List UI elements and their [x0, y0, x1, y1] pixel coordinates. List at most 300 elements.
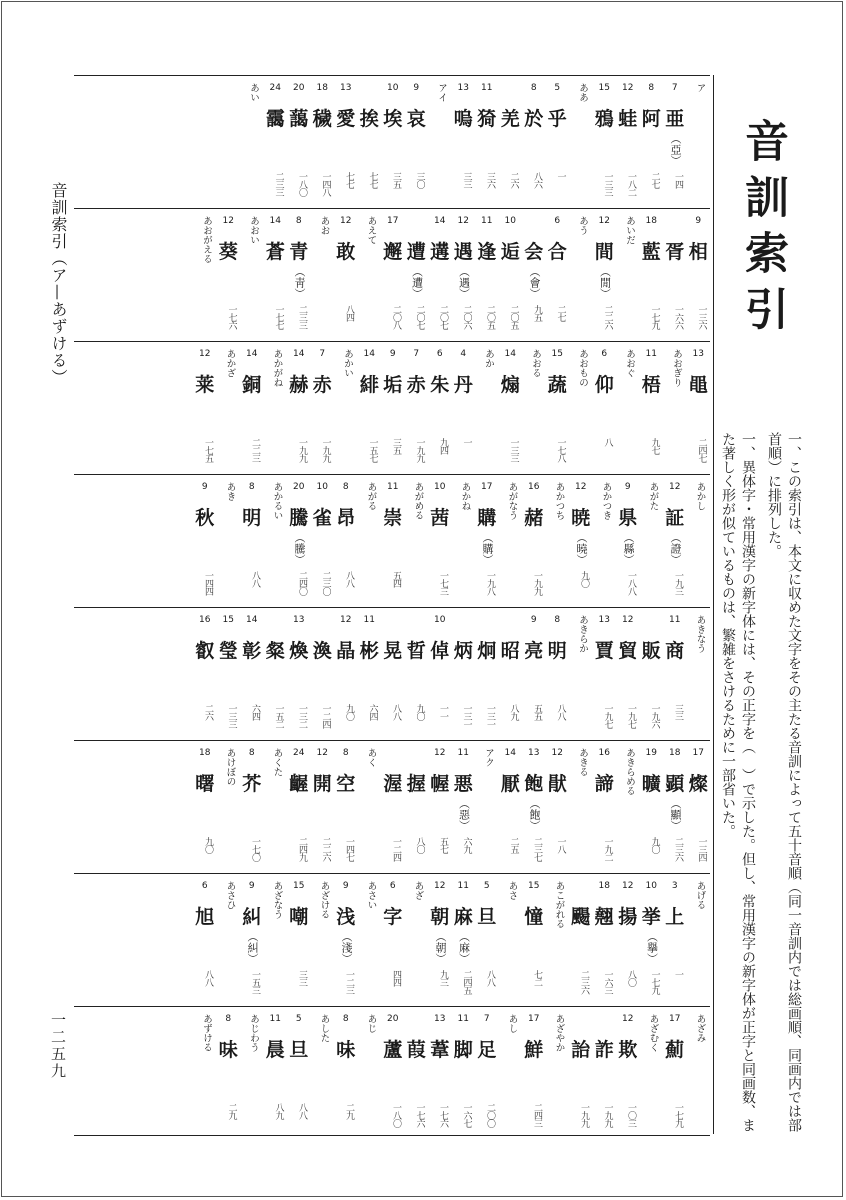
page-reference: 一六七	[461, 1103, 472, 1127]
kanji-entry	[334, 475, 358, 607]
kanji-entry	[240, 608, 264, 740]
kanji-entry	[334, 741, 358, 873]
kanji-character: 倬	[430, 640, 450, 662]
kanji-entry	[287, 874, 311, 1006]
stroke-count: 12	[222, 216, 234, 226]
page-reference: 一八八	[626, 571, 636, 595]
reading-heading	[687, 475, 711, 607]
kanji-character: 遘	[430, 241, 450, 263]
page-reference: 二二三	[250, 438, 260, 462]
page-reference: 八〇	[626, 970, 636, 986]
reading-label: あきらか	[577, 615, 588, 653]
stroke-count: 11	[457, 748, 469, 758]
page-reference: 九四	[438, 438, 448, 454]
stroke-count: 12	[622, 615, 634, 625]
stroke-count: 14	[504, 748, 516, 758]
kanji-entry	[499, 741, 523, 873]
kanji-entry	[475, 1007, 499, 1140]
page-reference: 三三	[461, 172, 472, 188]
reading-label: あおる	[530, 349, 541, 378]
stroke-count: 24	[269, 83, 281, 93]
variant-form: （靑）	[293, 266, 306, 299]
kanji-character: 薊	[665, 1039, 685, 1061]
kanji-character: 曠	[641, 773, 661, 795]
kanji-entry	[287, 741, 311, 873]
kanji-character: 逅	[500, 241, 520, 263]
kanji-entry	[264, 209, 288, 341]
page-reference: 一七九	[649, 305, 660, 329]
page-reference: 一九七	[602, 704, 613, 728]
stroke-count: 14	[246, 349, 258, 359]
kanji-entry	[334, 874, 358, 1006]
page-reference: 二九	[344, 1103, 354, 1119]
page-reference: 三五	[391, 438, 401, 454]
reading-heading	[217, 874, 241, 1006]
reading-heading	[687, 608, 711, 740]
kanji-entry	[522, 741, 546, 873]
stroke-count: 13	[434, 1014, 446, 1024]
reading-label: あきらめる	[624, 748, 635, 796]
stroke-count: 12	[434, 748, 446, 758]
kanji-character: 県	[618, 507, 638, 529]
kanji-entry	[475, 76, 499, 208]
page-reference: 九七	[649, 438, 660, 454]
stroke-count: 17	[387, 216, 399, 226]
kanji-entry	[428, 209, 452, 341]
kanji-entry	[193, 342, 217, 474]
page-reference: 八八	[250, 571, 260, 587]
reading-label: あい	[248, 83, 259, 102]
kanji-character: 顕	[665, 773, 685, 795]
kanji-entry	[452, 342, 476, 474]
reading-heading	[217, 342, 241, 474]
kanji-entry	[522, 874, 546, 1006]
reading-label: あかね	[459, 482, 471, 511]
kanji-entry	[217, 1007, 241, 1140]
kanji-entry	[546, 608, 570, 740]
page-reference: 八四	[344, 305, 354, 321]
stroke-count: 11	[457, 1014, 469, 1024]
page-reference: 一九九	[532, 571, 542, 595]
page-reference: 二六	[203, 704, 213, 720]
reading-label: あいだ	[624, 216, 635, 245]
kanji-character: 昭	[500, 640, 520, 662]
kanji-entry	[616, 1007, 640, 1140]
page-reference: 一九七	[626, 704, 636, 728]
kanji-entry	[640, 209, 664, 341]
kanji-character: 赭	[524, 507, 544, 529]
kanji-character: 崇	[383, 507, 403, 529]
page-reference: 一三六	[696, 305, 707, 329]
page-reference: 一九九	[297, 438, 307, 462]
stroke-count: 8	[248, 748, 255, 758]
stroke-count: 10	[387, 83, 399, 93]
page-reference: 二四九	[297, 837, 307, 861]
page-reference: 一	[461, 438, 472, 446]
reading-label: あおい	[248, 216, 259, 245]
kanji-character: 靄	[265, 108, 285, 130]
kanji-character: 炯	[477, 640, 497, 662]
page-reference: 二七	[555, 305, 566, 321]
reading-heading	[569, 76, 593, 208]
stroke-count: 9	[413, 83, 420, 93]
kanji-character: 蒼	[265, 241, 285, 263]
stroke-count: 17	[481, 482, 493, 492]
reading-heading	[569, 209, 593, 341]
variant-form: （會）	[528, 266, 541, 299]
kanji-character: 乎	[547, 108, 567, 130]
kanji-character: 渙	[312, 640, 332, 662]
kanji-entry	[687, 209, 711, 341]
reading-label: あかつち	[553, 482, 565, 520]
kanji-character: 幄	[430, 773, 450, 795]
kanji-character: 颺	[571, 906, 591, 928]
stroke-count: 12	[199, 349, 211, 359]
stroke-count: 15	[551, 349, 563, 359]
kanji-character: 脚	[453, 1039, 473, 1061]
page-reference: 九〇	[579, 571, 589, 587]
stroke-count: 11	[457, 881, 469, 891]
kanji-entry	[287, 475, 311, 607]
reading-label: あかし	[694, 482, 706, 511]
page-reference: 二六	[508, 172, 519, 188]
stroke-count: 11	[645, 349, 657, 359]
reading-label: あざむく	[647, 1014, 659, 1052]
reading-label: あおがえる	[201, 216, 212, 264]
stroke-count: 14	[504, 349, 516, 359]
stroke-count: 6	[201, 881, 208, 891]
kanji-character: 飽	[524, 773, 544, 795]
stroke-count: 19	[645, 748, 657, 758]
kanji-entry	[475, 608, 499, 740]
kanji-character: 朝	[430, 906, 450, 928]
page-reference: 八八	[391, 704, 401, 720]
stroke-count: 17	[528, 1014, 540, 1024]
kanji-character: 悪	[453, 773, 473, 795]
stroke-count: 6	[601, 349, 608, 359]
page-reference: 一七八	[555, 438, 566, 462]
kanji-character: 翹	[594, 906, 614, 928]
kanji-entry	[287, 1007, 311, 1140]
stroke-count: 9	[389, 349, 396, 359]
reading-heading	[546, 1007, 570, 1140]
page-reference: 八	[602, 438, 613, 446]
page-reference: 一	[555, 172, 566, 180]
page-reference: 一三四	[696, 837, 707, 861]
page-reference: 二四〇	[297, 571, 307, 595]
kanji-entry	[593, 209, 617, 341]
page-reference: 一九六	[649, 704, 660, 728]
kanji-character: 逢	[477, 241, 497, 263]
reading-heading	[640, 1007, 664, 1140]
page-reference: 二〇七	[414, 305, 425, 329]
variant-form: （證）	[669, 532, 682, 565]
page-reference: 三三	[673, 704, 683, 720]
page-reference: 二〇〇	[485, 1103, 495, 1127]
kanji-character: 彬	[359, 640, 379, 662]
stroke-count: 13	[293, 615, 305, 625]
kanji-character: 厭	[500, 773, 520, 795]
page-reference: 八八	[344, 571, 354, 587]
kanji-entry	[428, 874, 452, 1006]
kanji-entry	[240, 475, 264, 607]
kanji-entry	[593, 342, 617, 474]
stroke-count: 11	[269, 1014, 281, 1024]
reading-heading	[264, 342, 288, 474]
kanji-character: 埃	[383, 108, 403, 130]
kanji-character: 字	[383, 906, 403, 928]
page-reference: 一三二	[297, 704, 307, 728]
reading-label: あかい	[342, 349, 353, 378]
page-reference: 一七六	[414, 1103, 425, 1127]
stroke-count: 7	[413, 349, 420, 359]
reading-label: あがた	[647, 482, 659, 511]
variant-form: （擧）	[645, 931, 659, 964]
page-reference: 二三六	[579, 970, 589, 994]
index-row	[74, 608, 710, 741]
kanji-character: 握	[406, 773, 426, 795]
kanji-entry	[193, 608, 217, 740]
kanji-character: 梧	[641, 374, 661, 396]
page-reference: 一三三	[508, 438, 519, 462]
stroke-count: 9	[695, 216, 702, 226]
kanji-entry	[358, 76, 382, 208]
kanji-entry	[405, 209, 429, 341]
index-table	[74, 75, 710, 1136]
kanji-entry	[381, 475, 405, 607]
reading-label: あざやか	[553, 1014, 565, 1052]
kanji-entry	[452, 608, 476, 740]
stroke-count: 7	[319, 349, 326, 359]
page-reference: 九〇	[414, 704, 425, 720]
stroke-count: 12	[316, 748, 328, 758]
kanji-character: 欺	[618, 1039, 638, 1061]
stroke-count: 12	[598, 216, 610, 226]
reading-heading	[452, 475, 476, 607]
reading-heading	[358, 741, 382, 873]
reading-heading	[569, 741, 593, 873]
kanji-character: 仰	[594, 374, 614, 396]
stroke-count: 5	[483, 881, 490, 891]
page-reference: 二〇五	[485, 305, 495, 329]
page-reference: 一九二	[602, 837, 613, 861]
kanji-entry	[546, 209, 570, 341]
kanji-character: 騰	[289, 507, 309, 529]
reading-label: あけぼの	[224, 748, 236, 786]
kanji-entry	[593, 76, 617, 208]
stroke-count: 5	[554, 83, 561, 93]
page-reference: 九〇	[344, 704, 354, 720]
page-reference: 一九九	[602, 1103, 613, 1127]
kanji-entry	[640, 608, 664, 740]
kanji-character: 燦	[688, 773, 708, 795]
page-reference: 八九	[508, 704, 519, 720]
kanji-entry	[616, 475, 640, 607]
reading-heading	[358, 874, 382, 1006]
kanji-entry	[193, 475, 217, 607]
stroke-count: 18	[645, 216, 657, 226]
stroke-count: 13	[528, 748, 540, 758]
page-reference: 五七	[438, 837, 448, 853]
stroke-count: 20	[387, 1014, 399, 1024]
kanji-character: 敢	[336, 241, 356, 263]
page-reference: 三六	[485, 172, 495, 188]
kanji-character: 穢	[312, 108, 332, 130]
reading-label: あきる	[577, 748, 588, 777]
stroke-count: 17	[692, 748, 704, 758]
reading-label: あお	[318, 216, 330, 235]
kanji-character: 暁	[571, 507, 591, 529]
page-reference: 三三	[297, 970, 307, 986]
kanji-entry	[546, 76, 570, 208]
page-reference: 二三六	[673, 837, 683, 861]
variant-form: （縣）	[622, 532, 635, 565]
kanji-character: 昂	[336, 507, 356, 529]
kanji-entry	[499, 342, 523, 474]
reading-heading	[616, 342, 640, 474]
reading-heading	[687, 874, 711, 1006]
kanji-entry	[616, 76, 640, 208]
reading-heading	[240, 1007, 264, 1140]
reading-heading	[264, 874, 288, 1006]
page-reference: 一七七	[273, 305, 284, 329]
stroke-count: 9	[530, 615, 537, 625]
kanji-entry	[358, 608, 382, 740]
reading-label: あさい	[365, 881, 377, 910]
reading-label: あがる	[365, 482, 377, 511]
kanji-character: 羌	[500, 108, 520, 130]
reading-label: あおぐ	[624, 349, 635, 378]
kanji-character: 諦	[594, 773, 614, 795]
kanji-character: 齷	[289, 773, 309, 795]
reading-heading	[569, 608, 593, 740]
kanji-entry	[311, 741, 335, 873]
page-title: 音訓索引	[737, 118, 788, 342]
variant-form: （遭）	[410, 266, 424, 299]
kanji-entry	[452, 1007, 476, 1140]
kanji-character: 味	[218, 1039, 238, 1061]
reading-heading	[240, 209, 264, 341]
reading-heading	[358, 475, 382, 607]
reading-heading	[217, 475, 241, 607]
kanji-entry	[381, 342, 405, 474]
kanji-character: 銅	[242, 374, 262, 396]
kanji-entry	[499, 76, 523, 208]
kanji-character: 晃	[383, 640, 403, 662]
page-reference: 一三三	[226, 704, 237, 728]
index-row	[74, 741, 710, 874]
kanji-character: 煥	[289, 640, 309, 662]
reading-label: あじわう	[248, 1014, 259, 1052]
page-reference: 一五七	[367, 438, 378, 462]
page-reference: 七七	[367, 172, 378, 188]
page-reference: 三〇	[414, 172, 425, 188]
stroke-count: 9	[342, 881, 349, 891]
page-reference: 一三一	[485, 704, 495, 728]
kanji-entry	[593, 741, 617, 873]
page-reference: 五四	[391, 571, 401, 587]
kanji-character: 憧	[524, 906, 544, 928]
stroke-count: 18	[598, 881, 610, 891]
page-reference: 二〇六	[461, 305, 472, 329]
page-reference: 一八〇	[391, 1103, 401, 1127]
reading-heading	[616, 741, 640, 873]
variant-form: （飽）	[528, 798, 541, 831]
variant-form: （騰）	[293, 532, 306, 565]
kanji-entry	[640, 342, 664, 474]
kanji-entry	[546, 342, 570, 474]
reading-heading	[616, 209, 640, 341]
stroke-count: 15	[528, 881, 540, 891]
reading-label: あがなう	[506, 482, 518, 520]
reading-heading	[358, 209, 382, 341]
page-reference: 二二六	[602, 305, 613, 329]
kanji-character: 揚	[618, 906, 638, 928]
variant-form: （麻）	[457, 931, 471, 964]
kanji-character: 蔬	[547, 374, 567, 396]
stroke-count: 5	[295, 1014, 302, 1024]
kanji-entry	[381, 209, 405, 341]
kanji-entry	[287, 608, 311, 740]
page-reference: 二四五	[461, 970, 472, 994]
kanji-entry	[616, 874, 640, 1006]
kanji-entry	[334, 209, 358, 341]
stroke-count: 11	[669, 615, 681, 625]
kanji-entry	[593, 1007, 617, 1140]
page-reference: 一九九	[579, 1103, 589, 1127]
kanji-character: 合	[547, 241, 567, 263]
kanji-character: 青	[289, 241, 309, 263]
reading-heading	[217, 741, 241, 873]
stroke-count: 10	[434, 482, 446, 492]
reading-label: あう	[577, 216, 588, 235]
page-reference: 一四八	[320, 172, 331, 196]
index-row	[74, 76, 710, 209]
kanji-character: 間	[594, 241, 614, 263]
page-reference: 一八〇	[297, 172, 307, 196]
reading-heading	[358, 1007, 382, 1140]
kanji-entry	[405, 741, 429, 873]
page-reference: 一三三	[602, 172, 613, 196]
page-number: 一二五九	[49, 1012, 67, 1080]
kanji-character: 貿	[618, 640, 638, 662]
reading-heading	[405, 874, 429, 1006]
variant-form: （淺）	[340, 931, 353, 964]
kanji-character: 晨	[265, 1039, 285, 1061]
kanji-character: 渥	[383, 773, 403, 795]
kanji-character: 旭	[195, 906, 215, 928]
kanji-entry	[334, 1007, 358, 1140]
kanji-entry	[687, 741, 711, 873]
stroke-count: 10	[645, 881, 657, 891]
kanji-character: 叡	[195, 640, 215, 662]
kanji-entry	[593, 874, 617, 1006]
stroke-count: 18	[669, 748, 681, 758]
reading-label: あざける	[318, 881, 330, 919]
reading-label: あした	[318, 1014, 330, 1043]
variant-form: （遇）	[457, 266, 471, 299]
kanji-entry	[640, 874, 664, 1006]
stroke-count: 12	[622, 83, 634, 93]
kanji-character: 葦	[430, 1039, 450, 1061]
page-reference: 一三一	[461, 704, 472, 728]
kanji-character: 丹	[453, 374, 473, 396]
variant-form: （亞）	[669, 133, 682, 166]
reading-label: あく	[365, 748, 377, 767]
kanji-entry	[358, 342, 382, 474]
stroke-count: 6	[554, 216, 561, 226]
page-reference: 二九	[226, 1103, 237, 1119]
